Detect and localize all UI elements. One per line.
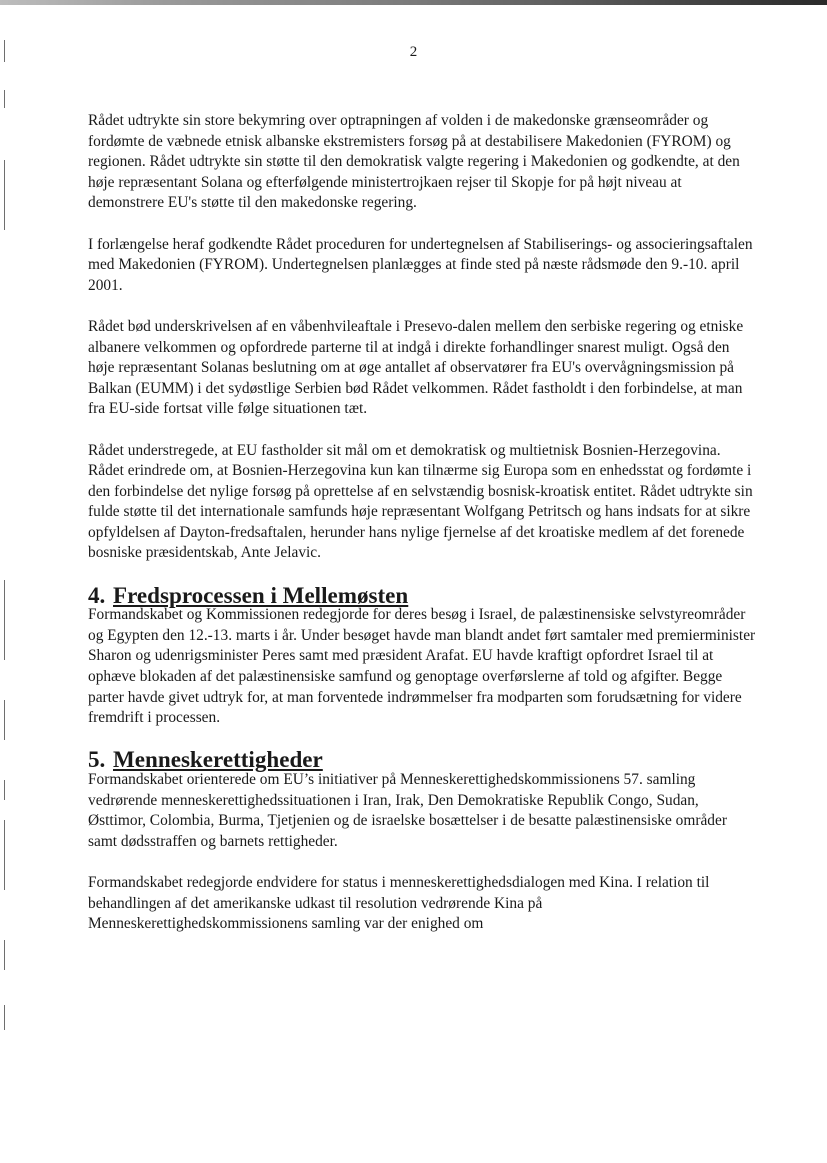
section-heading-fredsprocessen (88, 581, 758, 608)
paragraph-mellemoesten: Formandskabet og Kommissionen redegjorde for deres besøg i Israel, de palæstinensiske selvstyreområder og Egypten den 12.-13. marts i år. Under besøget havde man blandt andet ført samtaler med premierminister Sharon og udenrigsminister Peres samt med præsident Arafat. EU havde kraftigt opfordret Israel til at ophæve blokaden af det palæstinensiske samfund og genoptage overførslerne af told og afgifter. Begge parter havde givet udtryk for, at man forventede indrømmelser fra modparten som forudsætning for videre fremdrift i processen. (88, 606, 756, 727)
scan-margin-mark (4, 940, 5, 970)
scan-margin-mark (4, 820, 5, 890)
scan-margin-mark (4, 160, 5, 230)
scan-margin-mark (4, 90, 5, 108)
paragraph-bosnien: Rådet understregede, at EU fastholder sit mål om et demokratisk og multietnisk Bosnien-Herzegovina. Rådet erindrede om, at Bosnien-Herzegovina kun kan tilnærme sig Europa som en enhedsstat og fordømte i den forbindelse det nylige forsøg på oprettelse af en selvstændig bosnisk-kroatisk entitet. Rådet udtrykte sin fulde støtte til det internationale samfunds høje repræsentant Wolfgang Petritsch og hans indsats for at sikre opfyldelsen af Dayton-fredsaftalen, herunder hans nylige fjernelse af det kroatiske medlem af det forenede bosniske præsidentskab, Ante Jelavic. (88, 441, 753, 562)
scan-margin-mark (4, 780, 5, 800)
top-scan-edge (0, 0, 827, 5)
section-title: Fredsprocessen i Mellemøsten (113, 581, 409, 608)
paragraph-stabiliseringsaftale: I forlængelse heraf godkendte Rådet proceduren for undertegnelsen af Stabiliserings- og associeringsaftalen med Makedonien (FYROM). Undertegnelsen planlægges at finde sted på næste rådsmøde den 9.-10. april 2001. (88, 235, 753, 294)
section-title: Menneskerettigheder (113, 746, 323, 773)
paragraph-kina-dialog: Formandskabet redegjorde endvidere for status i menneskerettighedsdialogen med Kina. I relation til behandlingen af det amerikanske udkast til resolution vedrørende Kina på Menneskerettighedskommissionens samling var der enighed om (88, 873, 710, 933)
scan-margin-mark (4, 1005, 5, 1030)
section-number: 5. (88, 746, 106, 773)
page-number: 2 (409, 44, 418, 60)
section-number: 4. (88, 581, 106, 608)
paragraph-makedonien: Rådet udtrykte sin store bekymring over optrapningen af volden i de makedonske grænseområder og fordømte de væbnede etnisk albanske ekstremisters forsøg på at destabilisere Makedonien (FYROM) og regionen. Rådet udtrykte sin støtte til den demokratisk valgte regering i Makedonien og godkendte, at den høje repræsentant Solana og efterfølgende ministertrojkaen rejser til Skopje for på højt niveau at demonstrere EU's støtte til den makedonske regering. (88, 112, 740, 212)
paragraph-menneskerettighedskommission: Formandskabet orienterede om EU’s initiativer på Menneskerettighedskommissionens 57. samling vedrørende menneskerettighedssituationen i Iran, Irak, Den Demokratiske Republik Congo, Sudan, Østtimor, Colombia, Burma, Tjetjenien og de israelske bosættelser i de besatte palæstinensiske områder samt dødsstraffen og barnets rettigheder. (88, 771, 727, 850)
paragraph-presevo: Rådet bød underskrivelsen af en våbenhvileaftale i Presevo-dalen mellem den serbiske regering og etniske albanere velkommen og opfordrede parterne til at indgå i direkte forhandlinger snarest muligt. Også den høje repræsentant Solanas beslutning om at øge antallet af observatører fra EU's overvågningsmission på Balkan (EUMM) i det sydøstlige Serbien bød Rådet velkommen. Rådet fastholdt i den forbindelse, at man fra EU-side fortsat ville følge situationen tæt. (88, 317, 744, 418)
scan-margin-mark (4, 700, 5, 740)
scan-margin-mark (4, 580, 5, 660)
document-body (88, 111, 758, 935)
section-heading-menneskerettigheder (88, 746, 758, 773)
